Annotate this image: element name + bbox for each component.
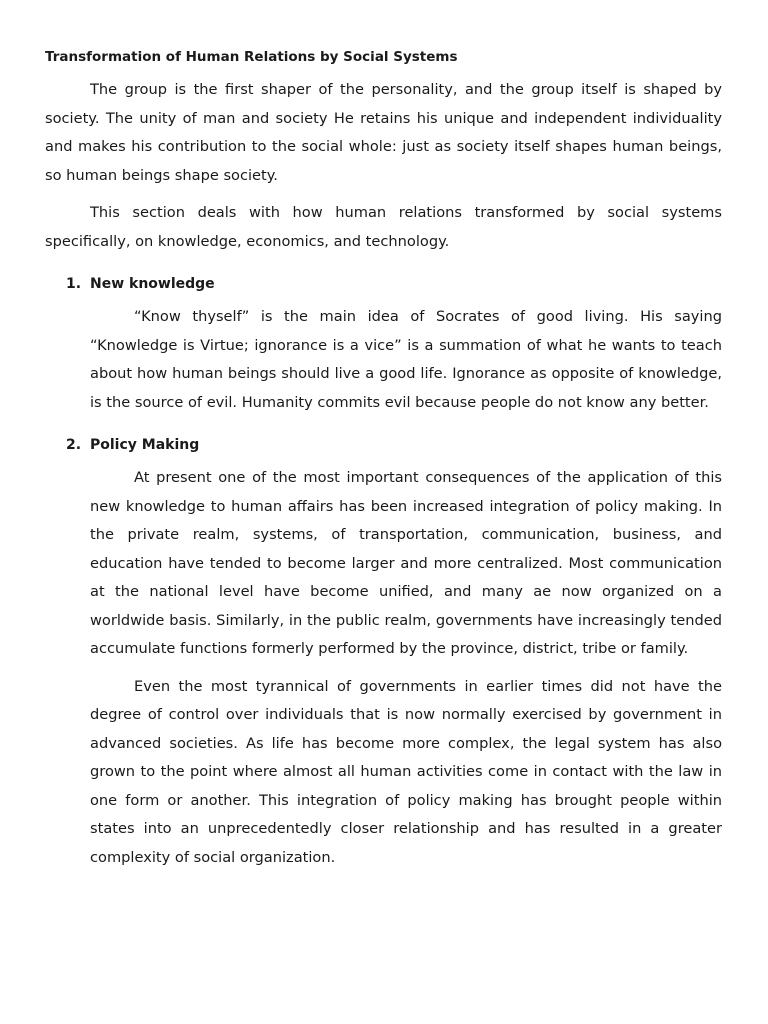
section-title: New knowledge xyxy=(90,276,215,292)
intro-paragraph-2: This section deals with how human relations transformed by social systems specifically, on knowledge, economics, and technology. xyxy=(45,204,722,250)
section-body xyxy=(90,464,722,872)
section-body xyxy=(90,303,722,417)
document-title: Transformation of Human Relations by Social Systems xyxy=(45,49,458,65)
document-page xyxy=(45,46,722,881)
section-paragraph: Even the most tyrannical of governments in earlier times did not have the degree of control over individuals that is now normally exercised by government in advanced societies. As life has become more complex, the legal system has also grown to the point where almost all human activities come in contact with the law in one form or another. This integration of policy making has brought people within states into an unprecedentedly closer relationship and has resulted in a greater complexity of social organization. xyxy=(90,677,722,866)
section-heading xyxy=(45,434,722,456)
section-number: 1. xyxy=(66,276,82,292)
section-title: Policy Making xyxy=(90,437,200,453)
section-number: 2. xyxy=(66,437,82,453)
section-paragraph: “Know thyself” is the main idea of Socrates of good living. His saying “Knowledge is Virtue; ignorance is a vice” is a summation of what he wants to teach about how human beings should live a good life. Ignorance as opposite of knowledge, is the source of evil. Humanity commits evil because people do not know any better. xyxy=(90,308,722,411)
section-new-knowledge xyxy=(45,273,722,417)
section-heading xyxy=(45,273,722,295)
section-paragraph: At present one of the most important consequences of the application of this new knowledge to human affairs has been increased integration of policy making. In the private realm, systems, of transportation, communication, business, and education have tended to become larger and more centralized. Most communication at the national level have become unified, and many ae now organized on a worldwide basis. Similarly, in the public realm, governments have increasingly tended accumulate functions formerly performed by the province, district, tribe or family. xyxy=(90,469,722,657)
intro-paragraph-1: The group is the first shaper of the personality, and the group itself is shaped by society. The unity of man and society He retains his unique and independent individuality and makes his contribution to the social whole: just as society itself shapes human beings, so human beings shape society. xyxy=(45,81,722,184)
section-policy-making xyxy=(45,434,722,872)
